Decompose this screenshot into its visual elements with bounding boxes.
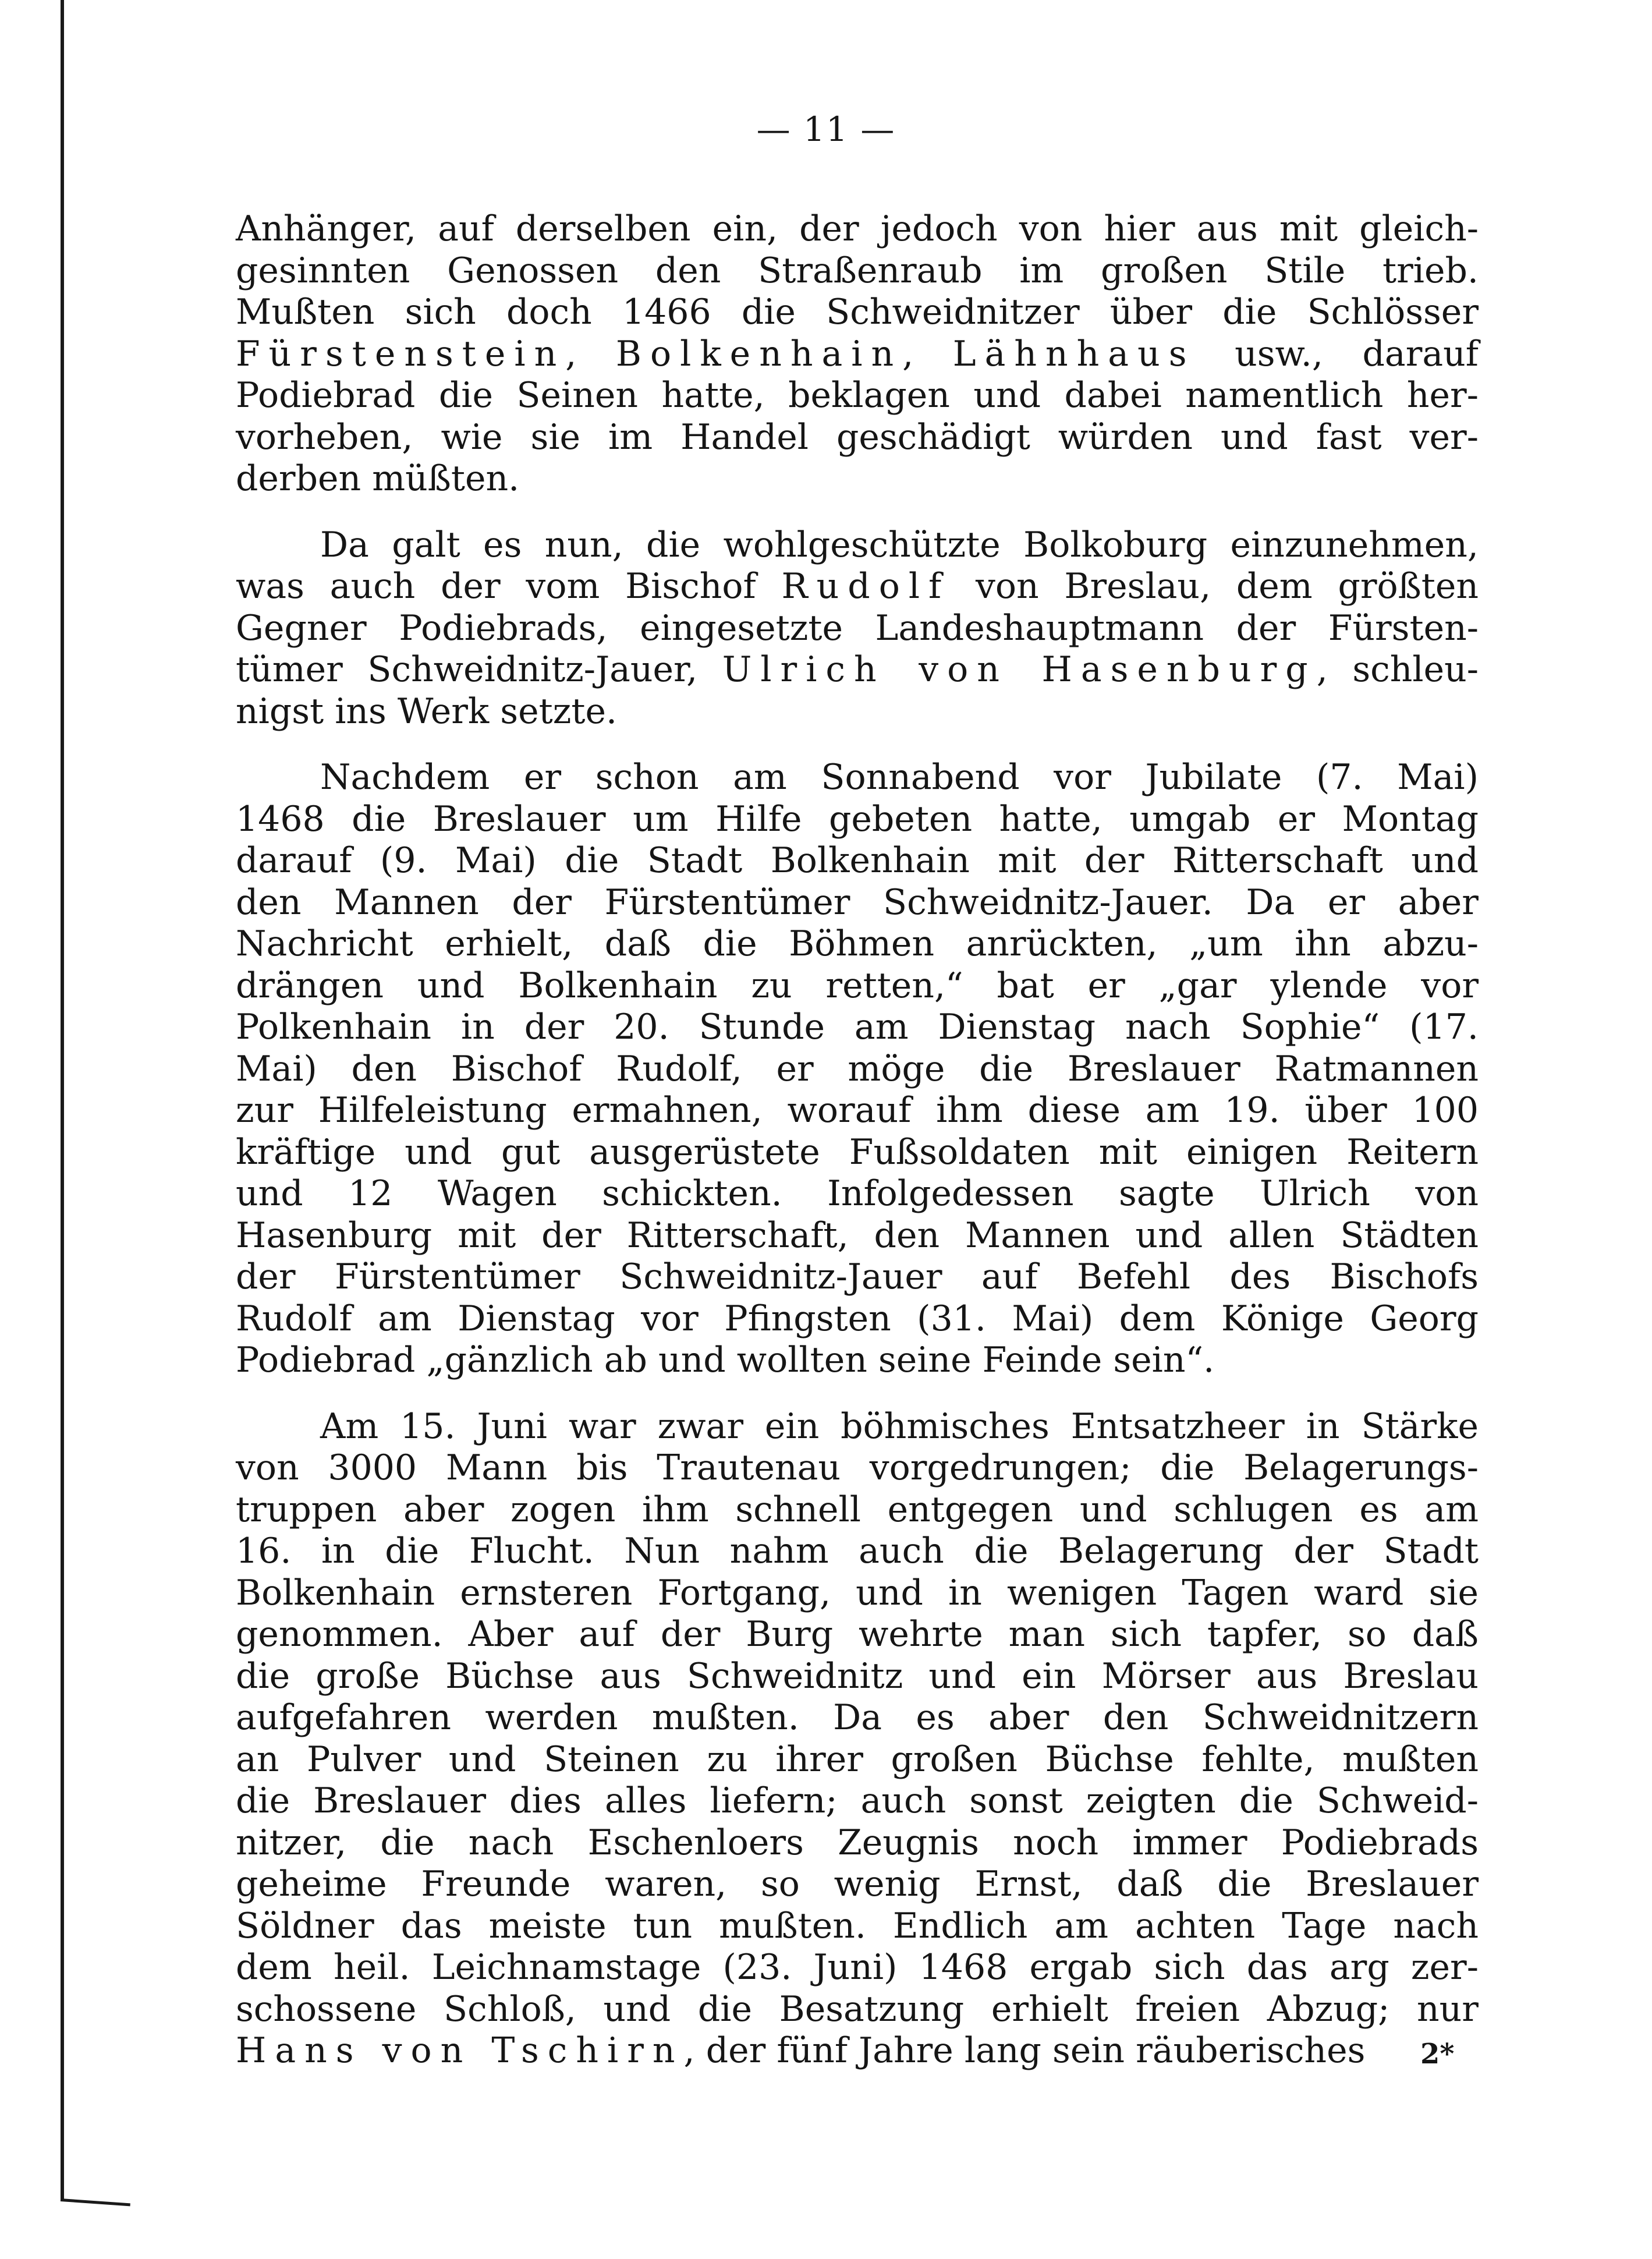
text-run: , <box>902 333 953 374</box>
text-line <box>236 1049 1479 1090</box>
text-line <box>236 1780 1479 1822</box>
text-line <box>236 458 1479 500</box>
text-line <box>236 417 1479 459</box>
text-run: die Breslauer dies alles liefern; auch sonst zeigten die Schweid- <box>236 1780 1479 1821</box>
text-run: aufgefahren werden mußten. Da es aber den Schweidnitzern <box>236 1697 1479 1738</box>
text-line <box>236 1447 1479 1489</box>
paragraph <box>236 1406 1479 2072</box>
text-line <box>236 799 1479 841</box>
text-run: Gegner Podiebrads, eingesetzte Landeshauptmann der Fürsten- <box>236 607 1479 649</box>
text-run: Bolkenhain ernsteren Fortgang, und in wenigen Tagen ward sie <box>236 1572 1479 1613</box>
text-line <box>236 1906 1479 1948</box>
text-run: nigst ins Werk setzte. <box>236 691 618 732</box>
text-run: an Pulver und Steinen zu ihrer großen Büchse fehlte, mußten <box>236 1738 1479 1780</box>
paragraph <box>236 757 1479 1382</box>
text-line <box>236 1656 1479 1698</box>
text-run: den Mannen der Fürstentümer Schweidnitz-Jauer. Da er aber <box>236 881 1479 923</box>
text-run: nitzer, die nach Eschenloers Zeugnis noch immer Podiebrads <box>236 1822 1479 1863</box>
text-run: genommen. Aber auf der Burg wehrte man sich tapfer, so daß <box>236 1614 1479 1655</box>
spaced-name: Lähnhaus <box>952 333 1196 374</box>
spaced-name: Ulrich von Hasenburg <box>722 649 1317 690</box>
text-line <box>236 1739 1479 1781</box>
text-run: dem heil. Leichnamstage (23. Juni) 1468 ergab sich das arg zer- <box>236 1947 1479 1988</box>
text-line <box>236 1007 1479 1049</box>
text-line <box>236 1173 1479 1215</box>
text-line <box>236 292 1479 334</box>
body-text <box>236 208 1479 2072</box>
text-run: von 3000 Mann bis Trautenau vorgedrungen; die Belagerungs- <box>236 1447 1479 1488</box>
text-run: , der fünf Jahre lang sein räuberisches <box>683 2030 1366 2071</box>
text-line <box>236 375 1479 417</box>
text-run: von Breslau, dem größten <box>950 566 1479 607</box>
text-run: die große Büchse aus Schweidnitz und ein Mörser aus Breslau <box>236 1655 1479 1697</box>
text-run: und 12 Wagen schickten. Infolgedessen sagte Ulrich von <box>236 1173 1479 1214</box>
text-line <box>236 566 1479 608</box>
text-run: Podiebrad „gänzlich ab und wollten seine Feinde sein“. <box>236 1340 1215 1380</box>
text-line <box>236 1573 1479 1614</box>
text-line <box>236 1947 1479 1989</box>
text-line <box>236 1989 1479 2031</box>
binding-corner-line <box>61 2198 130 2206</box>
text-run: darauf (9. Mai) die Stadt Bolkenhain mit der Ritterschaft und <box>236 840 1479 881</box>
text-line <box>236 1614 1479 1656</box>
text-run: usw., darauf <box>1195 333 1479 374</box>
text-run: tümer Schweidnitz-Jauer, <box>236 649 722 690</box>
text-run: Hasenburg mit der Ritterschaft, den Mannen und allen Städten <box>236 1215 1479 1256</box>
text-line <box>236 208 1479 250</box>
spaced-name: Bolkenhain <box>615 333 903 374</box>
text-run: Nachricht erhielt, daß die Böhmen anrückten, „um ihn abzu- <box>236 923 1479 964</box>
text-run: gesinnten Genossen den Straßenraub im großen Stile trieb. <box>236 250 1479 291</box>
text-line <box>236 840 1479 882</box>
text-run: was auch der vom Bischof <box>236 566 782 607</box>
text-run: kräftige und gut ausgerüstete Fußsoldaten mit einigen Reitern <box>236 1131 1479 1173</box>
text-line <box>236 1298 1479 1340</box>
text-run: derben müßten. <box>236 458 520 499</box>
text-run: vorheben, wie sie im Handel geschädigt würden und fast ver- <box>236 416 1479 458</box>
text-line <box>236 1697 1479 1739</box>
text-run: truppen aber zogen ihm schnell entgegen und schlugen es am <box>236 1489 1479 1530</box>
text-run: drängen und Bolkenhain zu retten,“ bat er „gar ylende vor <box>236 965 1479 1006</box>
spaced-name: Fürstenstein <box>236 333 566 374</box>
text-line <box>236 1864 1479 1906</box>
text-line <box>236 649 1479 691</box>
text-run: Podiebrad die Seinen hatte, beklagen und dabei namentlich her- <box>236 375 1479 416</box>
text-run: Anhänger, auf derselben ein, der jedoch von hier aus mit gleich- <box>236 208 1479 249</box>
text-line <box>236 923 1479 965</box>
text-line <box>236 1822 1479 1864</box>
binding-edge-line <box>61 0 64 2201</box>
text-run: Da galt es nun, die wohlgeschützte Bolkoburg einzunehmen, <box>320 524 1479 565</box>
text-run: der Fürstentümer Schweidnitz-Jauer auf Befehl des Bischofs <box>236 1256 1479 1297</box>
text-run: Mußten sich doch 1466 die Schweidnitzer über die Schlösser <box>236 292 1479 332</box>
text-run: 1468 die Breslauer um Hilfe gebeten hatte, umgab er Montag <box>236 798 1479 840</box>
text-line <box>236 1489 1479 1531</box>
text-run: 16. in die Flucht. Nun nahm auch die Belagerung der Stadt <box>236 1531 1479 1571</box>
text-line <box>236 250 1479 292</box>
text-run: geheime Freunde waren, so wenig Ernst, daß die Breslauer <box>236 1864 1479 1904</box>
page-number: — 11 — <box>756 109 896 149</box>
text-line <box>236 1090 1479 1132</box>
text-run: Am 15. Juni war zwar ein böhmisches Entsatzheer in Stärke <box>320 1405 1479 1447</box>
text-line <box>236 757 1479 799</box>
text-run: Söldner das meiste tun mußten. Endlich am achten Tage nach <box>236 1905 1479 1946</box>
text-run: Nachdem er schon am Sonnabend vor Jubilate (7. Mai) <box>320 757 1479 798</box>
text-line <box>236 1406 1479 1448</box>
paragraph <box>236 525 1479 733</box>
text-line <box>236 608 1479 650</box>
text-line <box>236 2030 1479 2072</box>
text-run: Polkenhain in der 20. Stunde am Dienstag nach Sophie“ (17. <box>236 1007 1479 1047</box>
spaced-name: Rudolf <box>781 566 951 607</box>
text-run: Rudolf am Dienstag vor Pfingsten (31. Mai) dem Könige Georg <box>236 1298 1479 1339</box>
text-line <box>236 965 1479 1007</box>
text-run: schossene Schloß, und die Besatzung erhielt freien Abzug; nur <box>236 1988 1479 2030</box>
text-line <box>236 1340 1479 1382</box>
text-line <box>236 691 1479 733</box>
text-line <box>236 334 1479 376</box>
signature-mark: 2* <box>1420 2038 1455 2070</box>
text-run: , <box>565 333 616 374</box>
text-run: zur Hilfeleistung ermahnen, worauf ihm diese am 19. über 100 <box>236 1090 1479 1131</box>
text-line <box>236 1531 1479 1573</box>
text-run: Mai) den Bischof Rudolf, er möge die Breslauer Ratmannen <box>236 1048 1479 1089</box>
paragraph <box>236 208 1479 500</box>
text-run: , schleu- <box>1316 649 1479 690</box>
text-line <box>236 882 1479 924</box>
text-line <box>236 525 1479 566</box>
spaced-name: Hans von Tschirn <box>236 2030 684 2071</box>
text-line <box>236 1215 1479 1257</box>
text-line <box>236 1256 1479 1298</box>
text-line <box>236 1132 1479 1174</box>
